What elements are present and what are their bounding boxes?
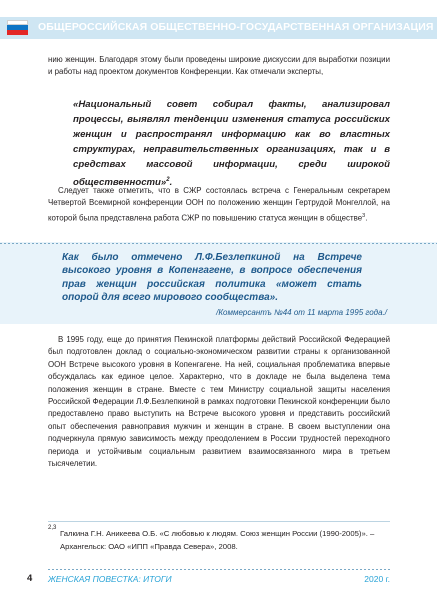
footer-year: 2020 г. xyxy=(364,574,390,584)
callout-source: /Коммерсантъ №44 от 11 марта 1995 года./ xyxy=(216,308,387,317)
footnote-ref-2: 2 xyxy=(166,176,170,183)
organization-title: ОБЩЕРОССИЙСКАЯ ОБЩЕСТВЕННО-ГОСУДАРСТВЕННАЯ ОРГАНИЗАЦИЯ xyxy=(38,21,434,33)
callout-quote: Как было отмечено Л.Ф.Безлепкиной на Встрече высокого уровня в Копенгагене, в вопросе обеспечения прав женщин российская политика «может стать опорой для всего мирового сообщества». xyxy=(62,252,362,303)
flag-red-stripe xyxy=(7,30,28,35)
meeting-paragraph-end: . xyxy=(365,213,368,223)
header-bar xyxy=(0,17,437,39)
callout-divider xyxy=(0,243,437,244)
russian-flag-icon xyxy=(7,20,28,35)
footnote-ref-3: 3 xyxy=(362,212,366,219)
footnote-text: Галкина Г.Н. Аникеева О.Б. «С любовью к людям. Союз женщин России (1990-2005)». – Архангельск: ОАО «ИПП «Правда Севера», 2008. xyxy=(60,529,375,551)
meeting-paragraph xyxy=(48,185,390,225)
footnote-marks: 2,3 xyxy=(48,525,57,531)
intro-paragraph: нию женщин. Благодаря этому были проведены широкие дискуссии для выработки позиции и работы над проектом документов Конференции. Как отмечали эксперты, xyxy=(48,55,390,77)
quote-text: «Национальный совет собирал факты, анализировал процессы, выявлял тенденции изменения статуса российских женщин и распространял информацию как во властных структурах, неправительственных организациях, так и в средствах массовой информации, среди широкой общественности» xyxy=(73,99,390,188)
expert-quote xyxy=(73,98,390,191)
copenhagen-paragraph: В 1995 году, еще до принятия Пекинской платформы действий Российской Федерацией был подготовлен доклад о социально-экономическом развитии страны к организованной ООН Встрече высокого уровня в Копенгагене. На ней, социальная проблематика впервые обсуждалась как единое целое. Характерно, что в докладе не была выделена тема положения женщин в стране. Вместе с тем Министру социальной защиты населения Российской Федерации Л.Ф.Безлепкиной в рамках подготовки Пекинской конференции было предоставлено право выступить на Встрече высокого уровня и представить российский опыт обеспечения равноправия мужчин и женщин в стране. В своем выступлении она подчеркнула прямую зависимость между преодолением в России трудностей переходного периода и устойчивым социальным развитием взаимосвязанного мира в третьем тысячелетии. xyxy=(48,335,390,469)
page-number: 4 xyxy=(27,573,33,584)
footer-divider xyxy=(48,569,390,570)
meeting-paragraph-text: Следует также отметить, что в СЖР состоялась встреча с Генеральным секретарем Четвертой Всемирной конференции ООН по положению женщин Гертрудой Монгеллой, на которой была представлена работа СЖР по повышению статуса женщин в обществе xyxy=(48,186,390,223)
footnote-divider xyxy=(48,521,390,522)
quote-end: . xyxy=(169,176,173,188)
footer-title: ЖЕНСКАЯ ПОВЕСТКА: ИТОГИ xyxy=(48,574,172,584)
